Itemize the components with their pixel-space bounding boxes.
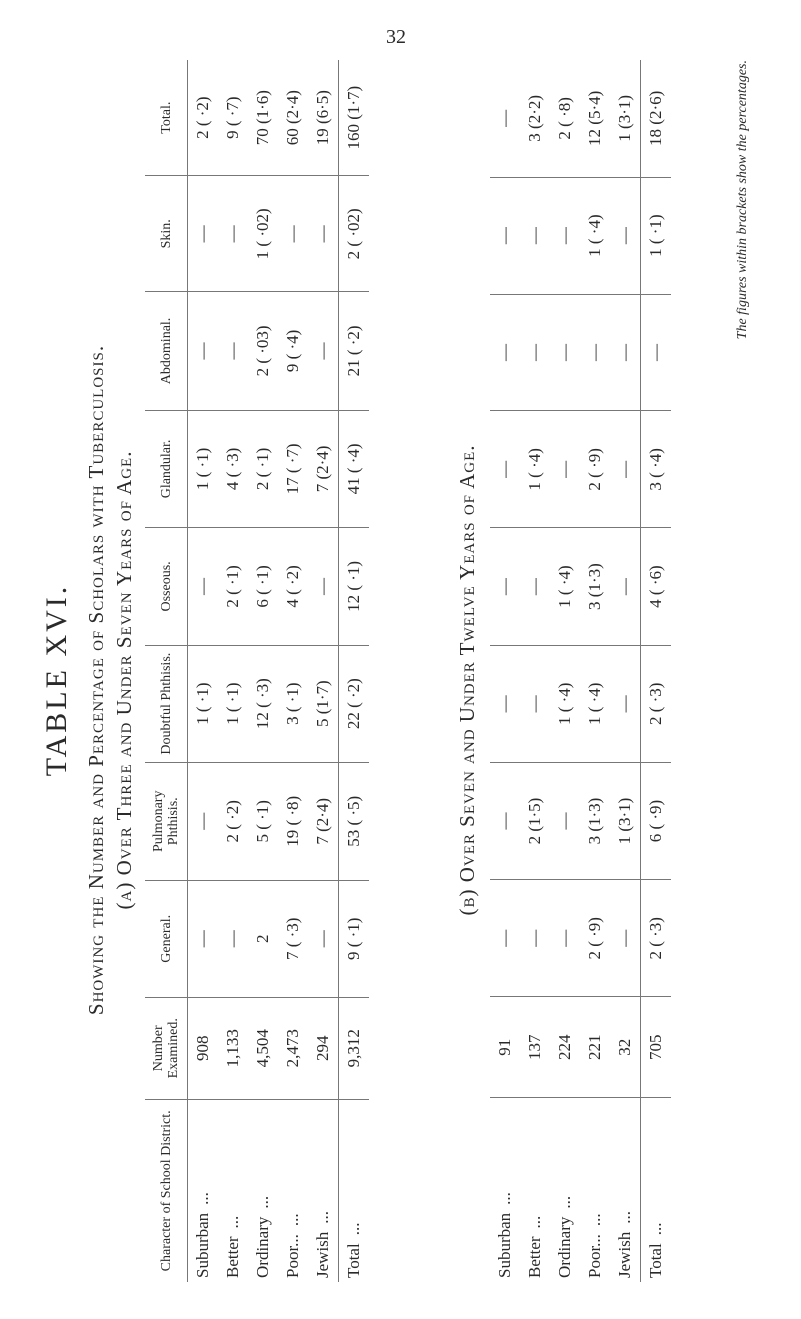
table-row — [520, 60, 550, 1282]
col-doubtful: Doubtful Phthisis. — [145, 645, 188, 762]
leader-dots: ... — [193, 1192, 212, 1205]
abdominal-cell: — — [641, 294, 672, 411]
osseous-cell: 2 ( ·1) — [218, 528, 248, 645]
table-title: TABLE XVI. — [40, 583, 73, 777]
col-total: Total. — [145, 60, 188, 176]
doubtful-cell: 5 (1·7) — [308, 645, 339, 762]
leader-dots: ... — [344, 1222, 363, 1236]
abdominal-cell: 2 ( ·03) — [248, 292, 278, 410]
district-cell — [188, 1099, 219, 1282]
table-heading: Showing the Number and Percentage of Scholars with Tuberculosis. — [84, 344, 108, 1016]
table-row — [278, 60, 308, 1282]
general-cell: — — [218, 880, 248, 997]
district-cell — [218, 1099, 248, 1282]
examined-cell: 2,473 — [278, 997, 308, 1099]
skin-cell: — — [218, 176, 248, 292]
skin-cell: — — [278, 176, 308, 292]
doubtful-cell: 1 ( ·4) — [550, 645, 580, 762]
total-cell: 2 ( ·2) — [188, 60, 219, 176]
glandular-cell: 1 ( ·1) — [188, 410, 219, 528]
examined-cell: 9,312 — [339, 997, 370, 1099]
district-cell — [490, 1098, 520, 1282]
total-cell: 160 (1·7) — [339, 60, 370, 176]
page-number: 32 — [386, 26, 406, 48]
total-cell: 1 (3·1) — [610, 60, 641, 177]
osseous-cell: 3 (1·3) — [580, 528, 610, 646]
doubtful-cell: — — [520, 645, 550, 762]
section-a-heading: (a) Over Three and Under Seven Years of Age. — [112, 450, 136, 910]
osseous-cell: — — [188, 528, 219, 645]
pulmonary-cell: — — [490, 762, 520, 880]
district-cell — [520, 1098, 550, 1282]
glandular-cell: 2 ( ·9) — [580, 411, 610, 528]
examined-cell: 294 — [308, 997, 339, 1099]
skin-cell: 1 ( ·02) — [248, 176, 278, 292]
doubtful-cell: 3 ( ·1) — [278, 645, 308, 762]
total-cell: — — [490, 60, 520, 177]
general-cell: — — [520, 880, 550, 997]
general-cell: 7 ( ·3) — [278, 880, 308, 997]
district-cell — [610, 1098, 641, 1282]
osseous-cell: — — [490, 528, 520, 646]
total-cell: 19 (6·5) — [308, 60, 339, 176]
general-cell: 2 ( ·3) — [641, 880, 672, 997]
district-cell — [580, 1098, 610, 1282]
pulmonary-cell: 2 ( ·2) — [218, 762, 248, 880]
skin-cell: — — [490, 177, 520, 294]
glandular-cell: — — [490, 411, 520, 528]
glandular-cell: 17 ( ·7) — [278, 410, 308, 528]
pulmonary-cell: 2 (1·5) — [520, 762, 550, 880]
district-cell — [641, 1098, 672, 1282]
col-pulmonary: Pulmonary Phthisis. — [145, 762, 188, 880]
abdominal-cell: — — [580, 294, 610, 411]
examined-cell: 705 — [641, 997, 672, 1098]
leader-dots: ... — [585, 1213, 604, 1227]
examined-cell: 908 — [188, 997, 219, 1099]
osseous-cell: — — [610, 528, 641, 646]
general-cell: — — [188, 880, 219, 997]
examined-cell: 221 — [580, 997, 610, 1098]
leader-dots: ... — [313, 1210, 332, 1224]
district-name: Better — [223, 1236, 242, 1278]
table-a — [145, 60, 369, 1282]
skin-cell: — — [308, 176, 339, 292]
skin-cell: — — [188, 176, 219, 292]
doubtful-cell: 1 ( ·1) — [218, 645, 248, 762]
osseous-cell: 6 ( ·1) — [248, 528, 278, 645]
table-row — [550, 60, 580, 1282]
leader-dots: ... — [615, 1210, 634, 1224]
district-name: Suburban — [193, 1212, 212, 1278]
table-row — [641, 60, 672, 1282]
osseous-cell: 1 ( ·4) — [550, 528, 580, 646]
district-cell — [339, 1099, 370, 1282]
doubtful-cell: 2 ( ·3) — [641, 645, 672, 762]
pulmonary-cell: 6 ( ·9) — [641, 762, 672, 880]
total-cell: 2 ( ·8) — [550, 60, 580, 177]
district-name: Poor... — [585, 1234, 604, 1278]
col-district: Character of School District. — [145, 1099, 188, 1282]
examined-cell: 91 — [490, 997, 520, 1098]
district-name: Ordinary — [253, 1216, 272, 1278]
table-row — [610, 60, 641, 1282]
leader-dots: ... — [525, 1215, 544, 1229]
skin-cell: 2 ( ·02) — [339, 176, 370, 292]
abdominal-cell: 9 ( ·4) — [278, 292, 308, 410]
examined-cell: 4,504 — [248, 997, 278, 1099]
pulmonary-cell: 7 (2·4) — [308, 762, 339, 880]
col-glandular: Glandular. — [145, 410, 188, 528]
glandular-cell: 7 (2·4) — [308, 410, 339, 528]
doubtful-cell: 22 ( ·2) — [339, 645, 370, 762]
district-cell — [308, 1099, 339, 1282]
glandular-cell: 3 ( ·4) — [641, 411, 672, 528]
district-name: Jewish — [615, 1231, 634, 1278]
leader-dots: ... — [495, 1192, 514, 1205]
abdominal-cell: 21 ( ·2) — [339, 292, 370, 410]
district-cell — [550, 1098, 580, 1282]
abdominal-cell: — — [610, 294, 641, 411]
col-general: General. — [145, 880, 188, 997]
abdominal-cell: — — [520, 294, 550, 411]
section-b-heading: (b) Over Seven and Under Twelve Years of Age. — [455, 444, 479, 916]
col-skin: Skin. — [145, 176, 188, 292]
general-cell: 2 ( ·9) — [580, 880, 610, 997]
table-row — [188, 60, 219, 1282]
glandular-cell: — — [550, 411, 580, 528]
examined-cell: 137 — [520, 997, 550, 1098]
general-cell: — — [490, 880, 520, 997]
col-abdominal: Abdominal. — [145, 292, 188, 410]
glandular-cell: 2 ( ·1) — [248, 410, 278, 528]
examined-cell: 32 — [610, 997, 641, 1098]
total-cell: 60 (2·4) — [278, 60, 308, 176]
general-cell: — — [610, 880, 641, 997]
district-name: Suburban — [495, 1212, 514, 1278]
doubtful-cell: 12 ( ·3) — [248, 645, 278, 762]
pulmonary-cell: 53 ( ·5) — [339, 762, 370, 880]
pulmonary-cell: 3 (1·3) — [580, 762, 610, 880]
total-cell: 18 (2·6) — [641, 60, 672, 177]
total-cell: 12 (5·4) — [580, 60, 610, 177]
glandular-cell: 1 ( ·4) — [520, 411, 550, 528]
table-row — [339, 60, 370, 1282]
leader-dots: ... — [283, 1213, 302, 1227]
district-name: Poor... — [283, 1234, 302, 1278]
abdominal-cell: — — [308, 292, 339, 410]
leader-dots: ... — [253, 1195, 272, 1209]
total-cell: 70 (1·6) — [248, 60, 278, 176]
pulmonary-cell: 1 (3·1) — [610, 762, 641, 880]
district-name: Total — [344, 1243, 363, 1278]
table-row — [580, 60, 610, 1282]
skin-cell: — — [550, 177, 580, 294]
osseous-cell: — — [308, 528, 339, 645]
col-examined: Number Examined. — [145, 997, 188, 1099]
table-row — [218, 60, 248, 1282]
district-name: Total — [646, 1243, 665, 1278]
general-cell: — — [308, 880, 339, 997]
pulmonary-cell: 5 ( ·1) — [248, 762, 278, 880]
doubtful-cell: 1 ( ·4) — [580, 645, 610, 762]
district-name: Better — [525, 1236, 544, 1278]
pulmonary-cell: — — [550, 762, 580, 880]
general-cell: 9 ( ·1) — [339, 880, 370, 997]
osseous-cell: 4 ( ·6) — [641, 528, 672, 646]
total-cell: 3 (2·2) — [520, 60, 550, 177]
district-name: Ordinary — [555, 1216, 574, 1278]
abdominal-cell: — — [188, 292, 219, 410]
total-cell: 9 ( ·7) — [218, 60, 248, 176]
osseous-cell: 12 ( ·1) — [339, 528, 370, 645]
general-cell: 2 — [248, 880, 278, 997]
footnote: The figures within brackets show the percentages. — [735, 60, 750, 340]
pulmonary-cell: 19 ( ·8) — [278, 762, 308, 880]
examined-cell: 1,133 — [218, 997, 248, 1099]
district-cell — [278, 1099, 308, 1282]
glandular-cell: — — [610, 411, 641, 528]
rotated-page — [0, 60, 760, 1300]
glandular-cell: 41 ( ·4) — [339, 410, 370, 528]
doubtful-cell: — — [490, 645, 520, 762]
district-name: Jewish — [313, 1231, 332, 1278]
leader-dots: ... — [223, 1215, 242, 1229]
abdominal-cell: — — [490, 294, 520, 411]
col-osseous: Osseous. — [145, 528, 188, 645]
table-row — [490, 60, 520, 1282]
skin-cell: — — [610, 177, 641, 294]
osseous-cell: 4 ( ·2) — [278, 528, 308, 645]
pulmonary-cell: — — [188, 762, 219, 880]
table-row — [308, 60, 339, 1282]
district-cell — [248, 1099, 278, 1282]
examined-cell: 224 — [550, 997, 580, 1098]
doubtful-cell: — — [610, 645, 641, 762]
abdominal-cell: — — [218, 292, 248, 410]
skin-cell: 1 ( ·4) — [580, 177, 610, 294]
table-row — [248, 60, 278, 1282]
abdominal-cell: — — [550, 294, 580, 411]
glandular-cell: 4 ( ·3) — [218, 410, 248, 528]
table-b — [490, 60, 671, 1282]
leader-dots: ... — [646, 1222, 665, 1236]
doubtful-cell: 1 ( ·1) — [188, 645, 219, 762]
table-a-header — [145, 60, 188, 1282]
leader-dots: ... — [555, 1195, 574, 1209]
skin-cell: — — [520, 177, 550, 294]
general-cell: — — [550, 880, 580, 997]
osseous-cell: — — [520, 528, 550, 646]
skin-cell: 1 ( ·1) — [641, 177, 672, 294]
